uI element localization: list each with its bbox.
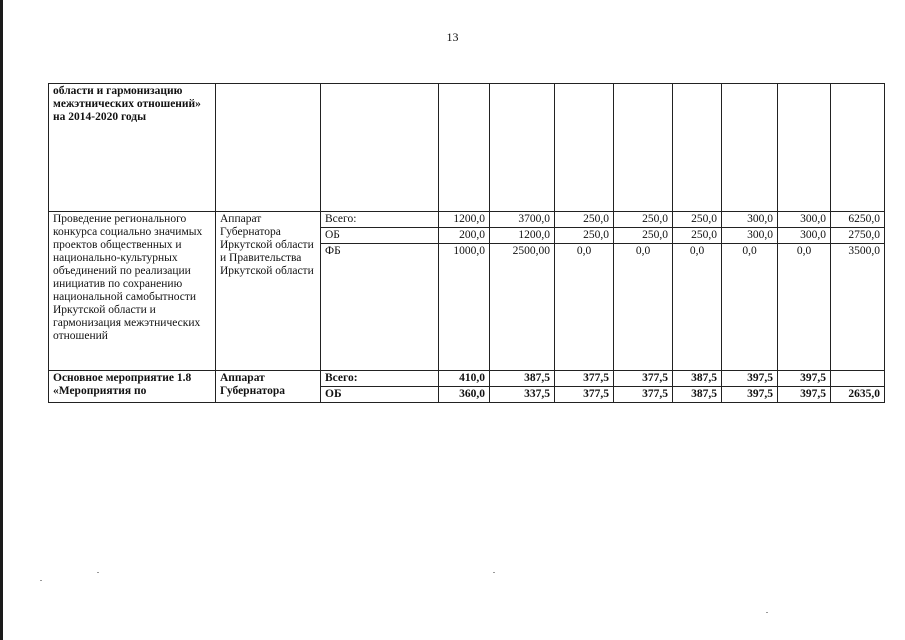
table-row (49, 371, 885, 387)
budget-table (48, 83, 885, 403)
measure-name-cell: Проведение регионального конкурса социально значимых проектов общественных и национально-культурных объединений по реализации инициатив по сохранению национальной самобытности Иркутской области и гармонизация межэтнических отношений (49, 212, 216, 371)
funding-source-cell: Всего: (321, 371, 439, 387)
value-cell: 0,0 (722, 244, 778, 371)
value-cell: 387,5 (673, 387, 722, 403)
executor-cell (216, 84, 321, 212)
measure-name-cell: области и гармонизацию межэтнических отношений» на 2014-2020 годы (49, 84, 216, 212)
value-cell: 2750,0 (831, 228, 885, 244)
value-cell: 397,5 (778, 371, 831, 387)
value-cell (490, 84, 555, 212)
scan-speck (766, 612, 768, 613)
value-cell: 1000,0 (439, 244, 490, 371)
table-row (49, 84, 885, 212)
funding-source-cell: ОБ (321, 228, 439, 244)
value-cell: 0,0 (614, 244, 673, 371)
value-cell: 360,0 (439, 387, 490, 403)
value-cell (673, 84, 722, 212)
value-cell: 2500,00 (490, 244, 555, 371)
funding-source-cell: Всего: (321, 212, 439, 228)
value-cell: 0,0 (778, 244, 831, 371)
value-cell: 0,0 (555, 244, 614, 371)
scan-edge-rule (0, 0, 3, 640)
funding-source-cell (321, 84, 439, 212)
value-cell: 1200,0 (439, 212, 490, 228)
value-cell: 2635,0 (831, 387, 885, 403)
value-cell: 410,0 (439, 371, 490, 387)
value-cell: 300,0 (778, 212, 831, 228)
value-cell (831, 84, 885, 212)
funding-source-cell: ФБ (321, 244, 439, 371)
value-cell: 300,0 (778, 228, 831, 244)
value-cell: 377,5 (614, 387, 673, 403)
value-cell: 250,0 (614, 228, 673, 244)
value-cell (831, 371, 885, 387)
value-cell (778, 84, 831, 212)
executor-cell: Аппарат Губернатора Иркутской области и Правительства Иркутской области (216, 212, 321, 371)
value-cell: 200,0 (439, 228, 490, 244)
value-cell: 250,0 (673, 212, 722, 228)
value-cell: 250,0 (673, 228, 722, 244)
value-cell: 387,5 (673, 371, 722, 387)
scan-speck (97, 572, 99, 573)
value-cell: 300,0 (722, 212, 778, 228)
table-row (49, 212, 885, 228)
value-cell: 387,5 (490, 371, 555, 387)
value-cell (614, 84, 673, 212)
value-cell: 377,5 (555, 387, 614, 403)
value-cell: 6250,0 (831, 212, 885, 228)
value-cell: 397,5 (778, 387, 831, 403)
value-cell: 300,0 (722, 228, 778, 244)
value-cell: 0,0 (673, 244, 722, 371)
value-cell: 1200,0 (490, 228, 555, 244)
value-cell: 250,0 (614, 212, 673, 228)
value-cell: 250,0 (555, 228, 614, 244)
value-cell: 250,0 (555, 212, 614, 228)
executor-cell: Аппарат Губернатора (216, 371, 321, 403)
value-cell: 377,5 (555, 371, 614, 387)
value-cell (439, 84, 490, 212)
value-cell (555, 84, 614, 212)
value-cell: 397,5 (722, 371, 778, 387)
page-number: 13 (446, 30, 459, 44)
value-cell: 337,5 (490, 387, 555, 403)
value-cell: 3700,0 (490, 212, 555, 228)
measure-name-cell: Основное мероприятие 1.8 «Мероприятия по (49, 371, 216, 403)
value-cell (722, 84, 778, 212)
value-cell: 3500,0 (831, 244, 885, 371)
scan-speck (493, 572, 495, 573)
funding-source-cell: ОБ (321, 387, 439, 403)
scan-speck (40, 580, 42, 581)
value-cell: 397,5 (722, 387, 778, 403)
value-cell: 377,5 (614, 371, 673, 387)
